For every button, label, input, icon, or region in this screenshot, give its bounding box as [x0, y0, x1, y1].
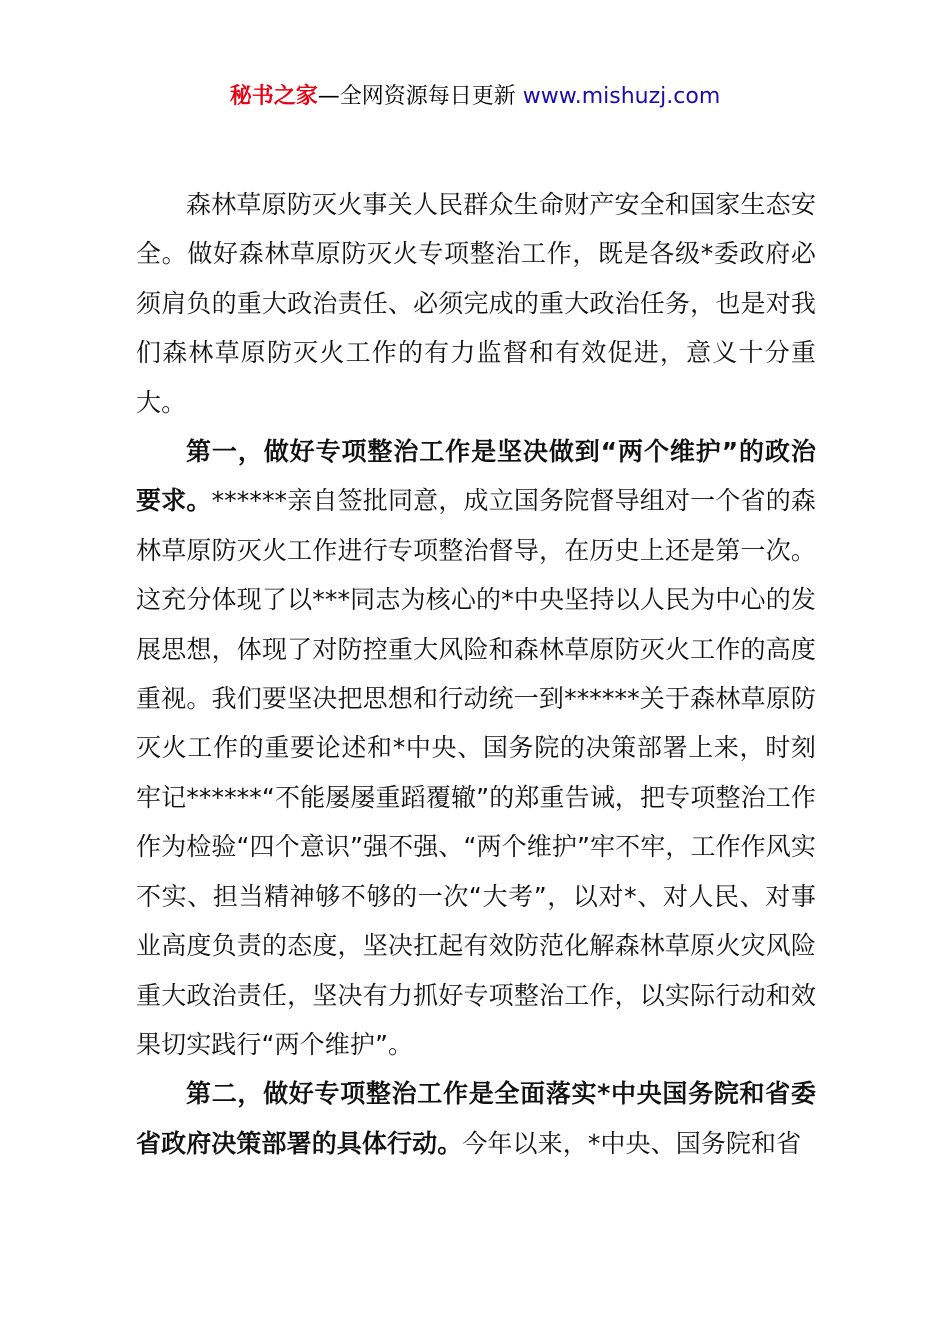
paragraph-second-point [136, 1069, 816, 1168]
paragraph-first-point [136, 427, 816, 1069]
paragraph-lead: 第一，做好专项整治工作是坚决做到“两个维护”的政治要求。 [136, 437, 816, 516]
paragraph-text: 森林草原防灭火事关人民群众生命财产安全和国家生态安全。做好森林草原防灭火专项整治工作，既是各级*委政府必须肩负的重大政治责任、必须完成的重大政治任务，也是对我们森林草原防灭火工作的有力监督和有效促进，意义十分重大。 [136, 190, 816, 417]
paragraph-text: ******亲自签批同意，成立国务院督导组对一个省的森林草原防灭火工作进行专项整治督导，在历史上还是第一次。这充分体现了以***同志为核心的*中央坚持以人民为中心的发展思想，体现了对防控重大风险和森林草原防灭火工作的高度重视。我们要坚决把思想和行动统一到******关于森林草原防灭火工作的重要论述和*中央、国务院的决策部署上来，时刻牢记******“不能屡屡重蹈覆辙”的郑重告诫，把专项整治工作作为检验“四个意识”强不强、“两个维护”牢不牢，工作作风实不实、担当精神够不够的一次“大考”，以对*、对人民、对事业高度负责的态度，坚决扛起有效防范化解森林草原火灾风险重大政治责任，坚决有力抓好专项整治工作，以实际行动和效果切实践行“两个维护”。 [136, 486, 817, 1059]
page-header [0, 82, 950, 112]
brand-name: 秘书之家 [229, 84, 318, 109]
document-body [136, 180, 816, 1168]
paragraph-text: 今年以来，*中央、国务院和省 [462, 1128, 802, 1158]
header-tagline: —全网资源每日更新 [317, 84, 523, 109]
paragraph-lead: 第二，做好专项整治工作是全面落实*中央国务院和省委省政府决策部署的具体行动。 [136, 1079, 816, 1158]
site-url-link[interactable]: www.mishuzj.com [522, 84, 721, 109]
paragraph-intro [136, 180, 816, 427]
